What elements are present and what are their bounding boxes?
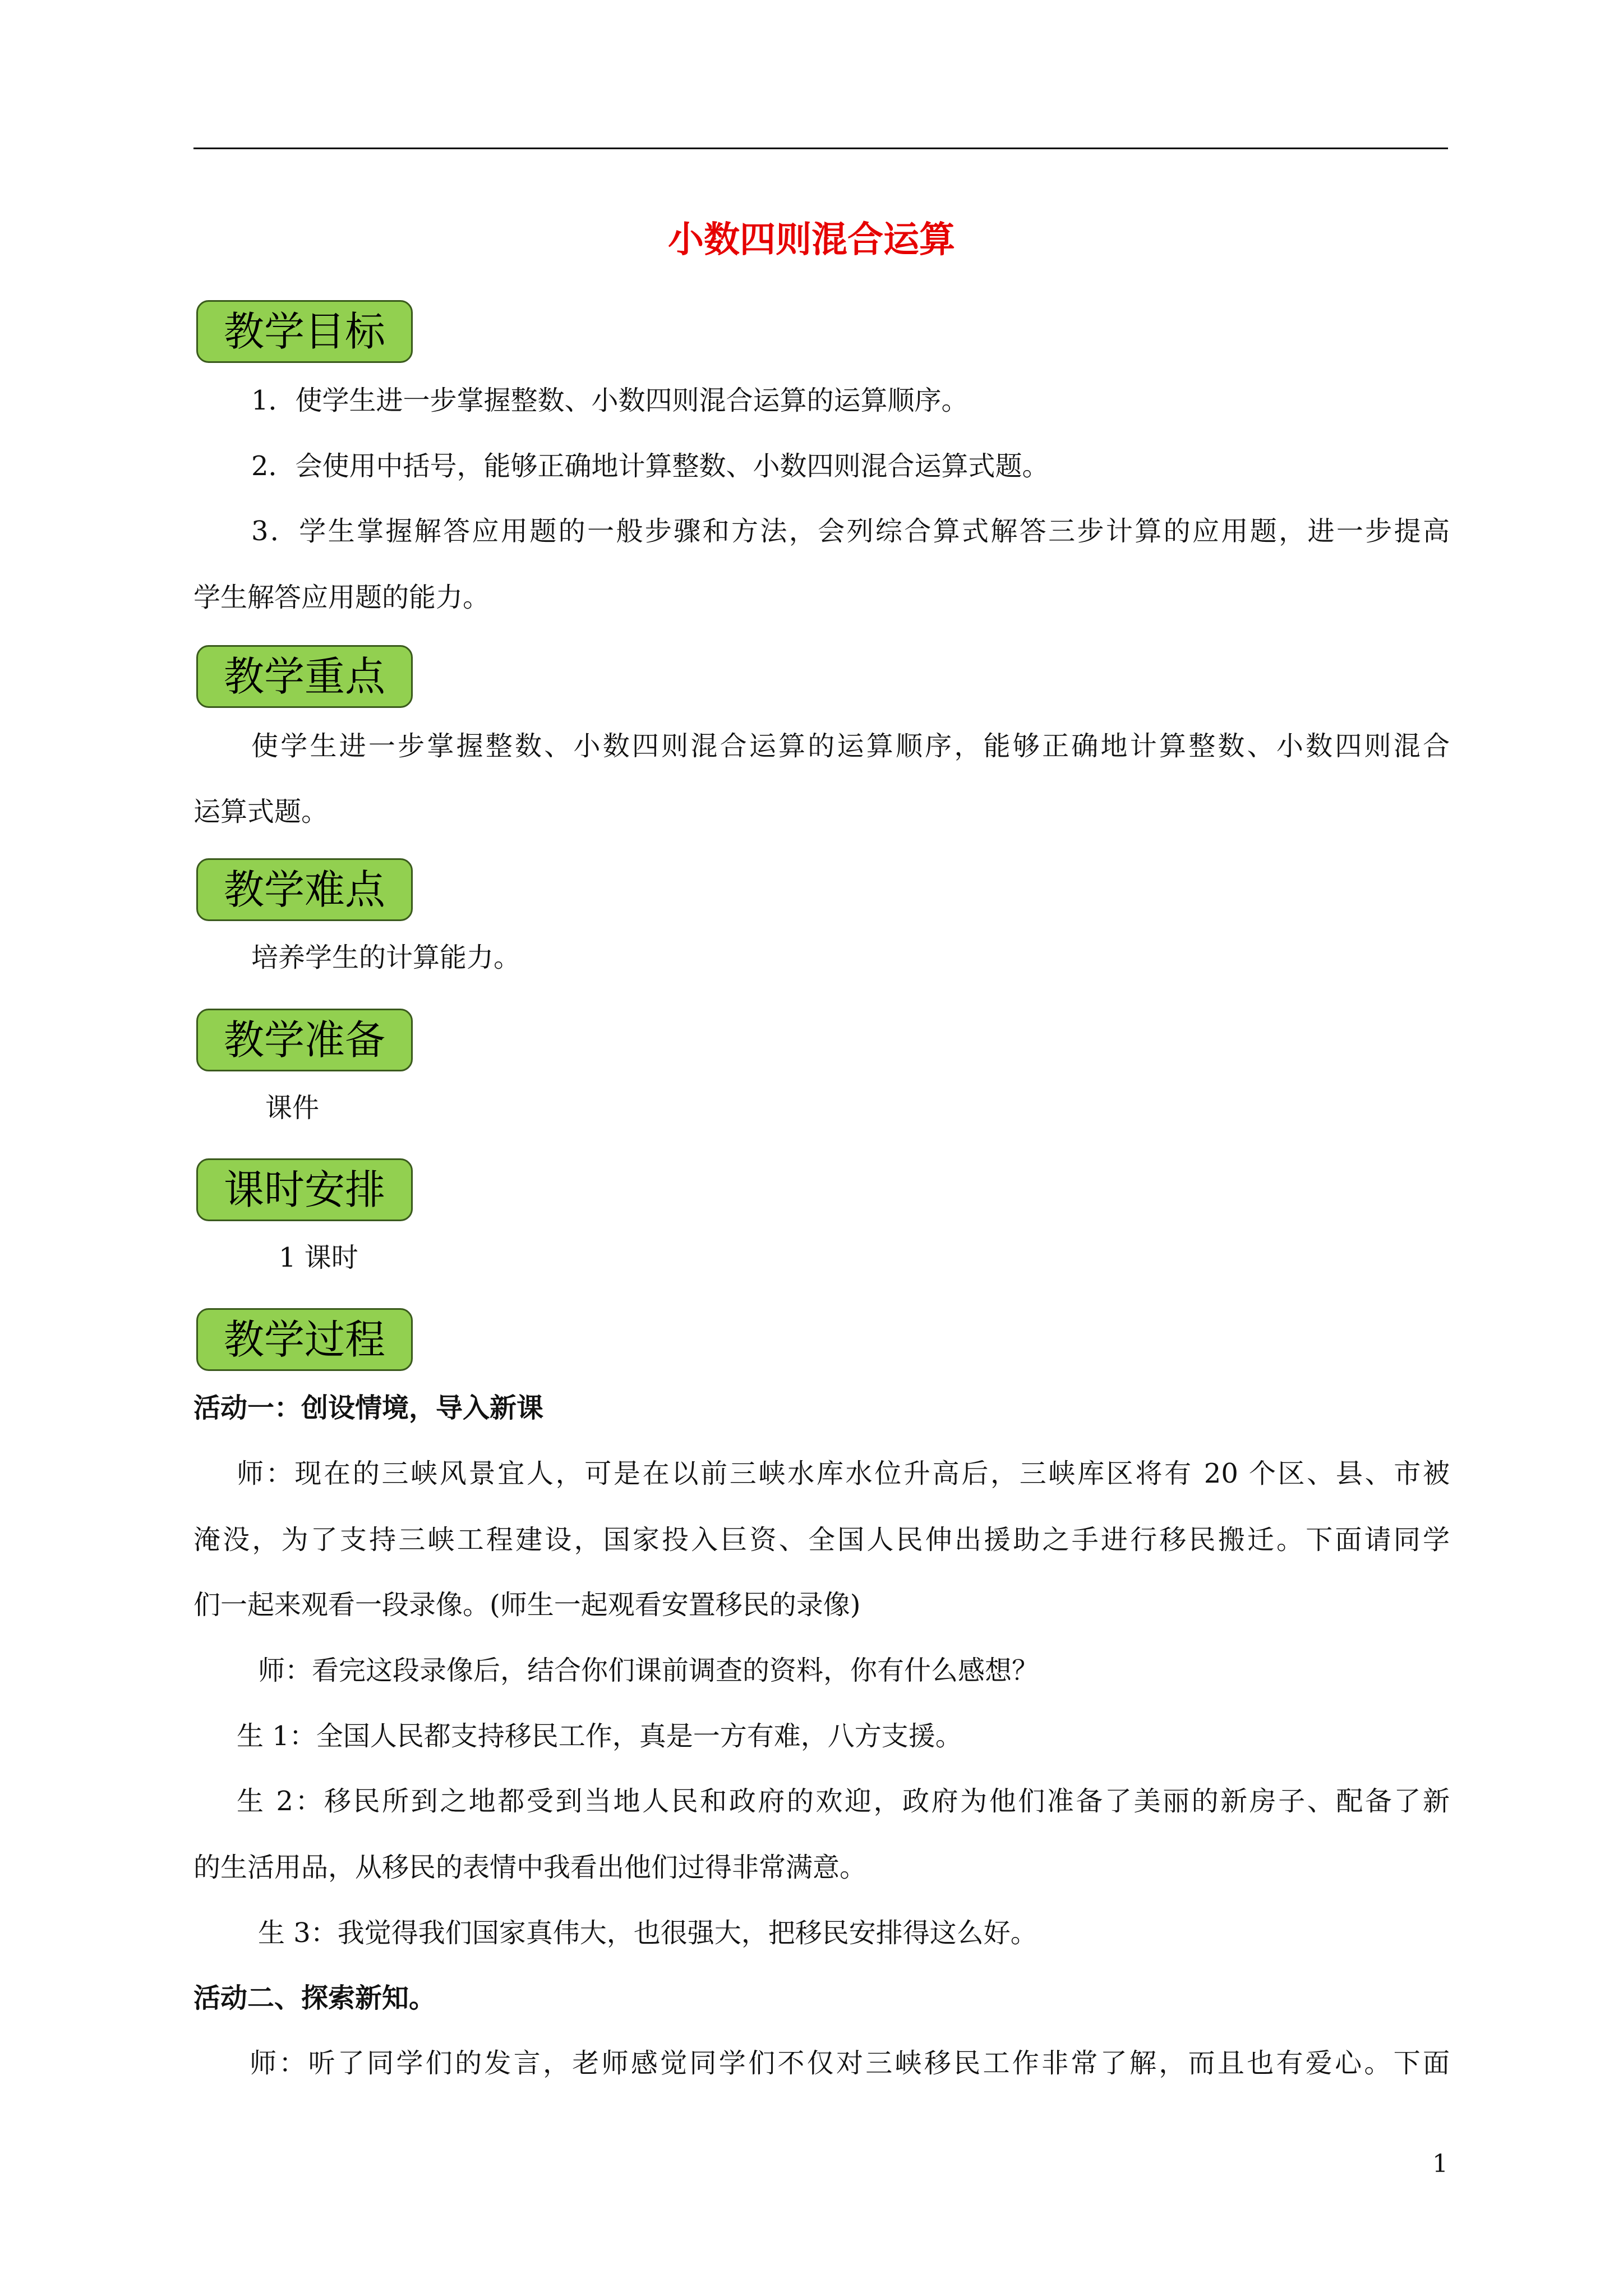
section-heading-schedule: 课时安排 [196, 1158, 413, 1221]
activity-1-line-7: 的生活用品，从移民的表情中我看出他们过得非常满意。 [193, 1852, 867, 1883]
goal-line-1: 1．使学生进一步掌握整数、小数四则混合运算的运算顺序。 [251, 385, 969, 416]
goal-line-4: 学生解答应用题的能力。 [193, 582, 490, 613]
activity-1-line-6: 生 2：移民所到之地都受到当地人民和政府的欢迎，政府为他们准备了美丽的新房子、配备了新 [237, 1786, 1450, 1817]
page-title: 小数四则混合运算 [668, 219, 955, 261]
activity-2-line-1: 师：听了同学们的发言，老师感觉同学们不仅对三峡移民工作非常了解，而且也有爱心。下面 [250, 2047, 1450, 2079]
goal-line-3: 3．学生掌握解答应用题的一般步骤和方法，会列综合算式解答三步计算的应用题，进一步提高 [251, 516, 1450, 547]
section-heading-process: 教学过程 [196, 1308, 413, 1371]
header-rule [193, 148, 1448, 149]
activity-1-line-5: 生 1：全国人民都支持移民工作，真是一方有难，八方支援。 [237, 1720, 962, 1752]
activity-1-line-8: 生 3：我觉得我们国家真伟大，也很强大，把移民安排得这么好。 [258, 1917, 1038, 1949]
activity-2-title: 活动二、探索新知。 [193, 1982, 436, 2014]
key-point-line-2: 运算式题。 [193, 796, 329, 827]
goal-line-2: 2．会使用中括号，能够正确地计算整数、小数四则混合运算式题。 [251, 450, 1049, 482]
section-heading-key-points: 教学重点 [196, 645, 413, 708]
activity-1-line-4: 师：看完这段录像后，结合你们课前调查的资料，你有什么感想？ [258, 1655, 1039, 1686]
activity-1-line-3: 们一起来观看一段录像。(师生一起观看安置移民的录像) [193, 1589, 861, 1621]
activity-1-title: 活动一：创设情境，导入新课 [193, 1392, 544, 1424]
section-heading-difficulties: 教学难点 [196, 858, 413, 921]
page-number: 1 [1432, 2150, 1448, 2178]
activity-1-line-2: 淹没，为了支持三峡工程建设，国家投入巨资、全国人民伸出援助之手进行移民搬迁。下面请同学 [193, 1524, 1450, 1556]
section-heading-preparation: 教学准备 [196, 1009, 413, 1071]
schedule-line-1: 1 课时 [279, 1242, 358, 1273]
activity-1-line-1: 师：现在的三峡风景宜人，可是在以前三峡水库水位升高后，三峡库区将有 20 个区、县、市被 [237, 1458, 1450, 1489]
key-point-line-1: 使学生进一步掌握整数、小数四则混合运算的运算顺序，能够正确地计算整数、小数四则混合 [251, 730, 1450, 762]
section-heading-goals: 教学目标 [196, 300, 413, 363]
difficulty-line-1: 培养学生的计算能力。 [251, 942, 521, 973]
preparation-line-1: 课件 [265, 1092, 320, 1124]
